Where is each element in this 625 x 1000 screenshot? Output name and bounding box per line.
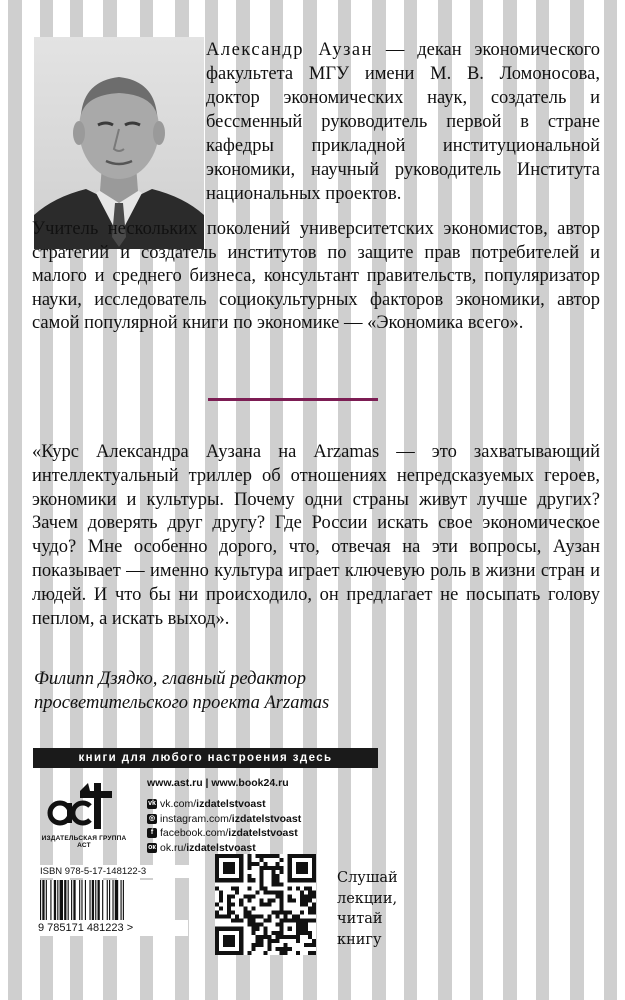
social-link-vk[interactable]: vk vk.com/ izdatelstvoast bbox=[148, 798, 266, 810]
attribution-line-1: Филипп Дзядко, главный редактор bbox=[34, 669, 306, 689]
quote-attribution bbox=[34, 667, 534, 715]
isbn-number: ISBN 978-5-17-148122-3 bbox=[38, 865, 196, 878]
publisher-banner: книги для любого настроения здесь bbox=[33, 748, 378, 768]
attribution-line-2: просветительского проекта Arzamas bbox=[34, 693, 330, 713]
section-divider bbox=[208, 398, 378, 401]
social-link-facebook[interactable]: f facebook.com/ izdatelstvoast bbox=[147, 826, 301, 841]
qr-caption-line: читай bbox=[337, 911, 383, 927]
author-bio-continued: Учитель нескольких поколений университетских экономистов, автор стратегий и создатель институтов по защите прав потребителей и малого и среднего бизнеса, консультант правительств, популяризатор науки, исследователь социокультурных факторов экономики, автор самой популярной книги по экономике — «Экономика всего». bbox=[32, 219, 600, 334]
qr-caption-line: лекции, bbox=[337, 890, 398, 907]
author-bio-lead bbox=[206, 38, 600, 206]
social-links bbox=[147, 797, 301, 855]
review-quote: «Курс Александра Аузана на Arzamas — это захватывающий интеллектуальный триллер об отношениях непредсказуемых героев, экономики и культуры. Почему одни страны живут лучше других? Зачем доверять друг другу? Где России искать свое экономическое чудо? Мне особенно дорого, что, отвечая на эти вопросы, Аузан показывает — именно культура играет ключевую роль в жизни стран и людей. И что бы ни происходило, он предлагает не посыпать голову пеплом, а искать выход». bbox=[32, 442, 600, 629]
author-name: Александр Аузан bbox=[206, 40, 373, 60]
ast-logo-icon bbox=[46, 777, 112, 835]
facebook-icon: f bbox=[147, 828, 157, 838]
qr-code-image[interactable] bbox=[215, 854, 316, 955]
author-bio-lead-text: — декан экономического факультета МГУ имени М. В. Ломоносова, доктор экономических наук, создатель и бессменный руководитель первой в стране кафедры прикладной институциональной экономики, научный руководитель Института национальных проектов. bbox=[206, 40, 600, 204]
social-link-instagram[interactable]: ◎ instagram.com/ izdatelstvoast bbox=[148, 812, 302, 825]
vk-icon: vk bbox=[148, 800, 156, 808]
qr-caption-line: книгу bbox=[337, 931, 382, 948]
instagram-icon: ◎ bbox=[148, 814, 156, 822]
social-link-odnoklassniki[interactable]: ок ok.ru/ izdatelstvoast bbox=[148, 841, 256, 854]
logo-caption: ИЗДАТЕЛЬСКАЯ ГРУППА АСТ bbox=[41, 835, 127, 849]
publisher-websites[interactable]: www.ast.ru | www.book24.ru bbox=[147, 777, 289, 789]
qr-caption bbox=[337, 868, 417, 950]
odnoklassniki-icon: ок bbox=[148, 843, 156, 851]
qr-caption-line: Слушай bbox=[337, 870, 398, 886]
barcode-number: 9 785171 481223 > bbox=[38, 920, 188, 936]
